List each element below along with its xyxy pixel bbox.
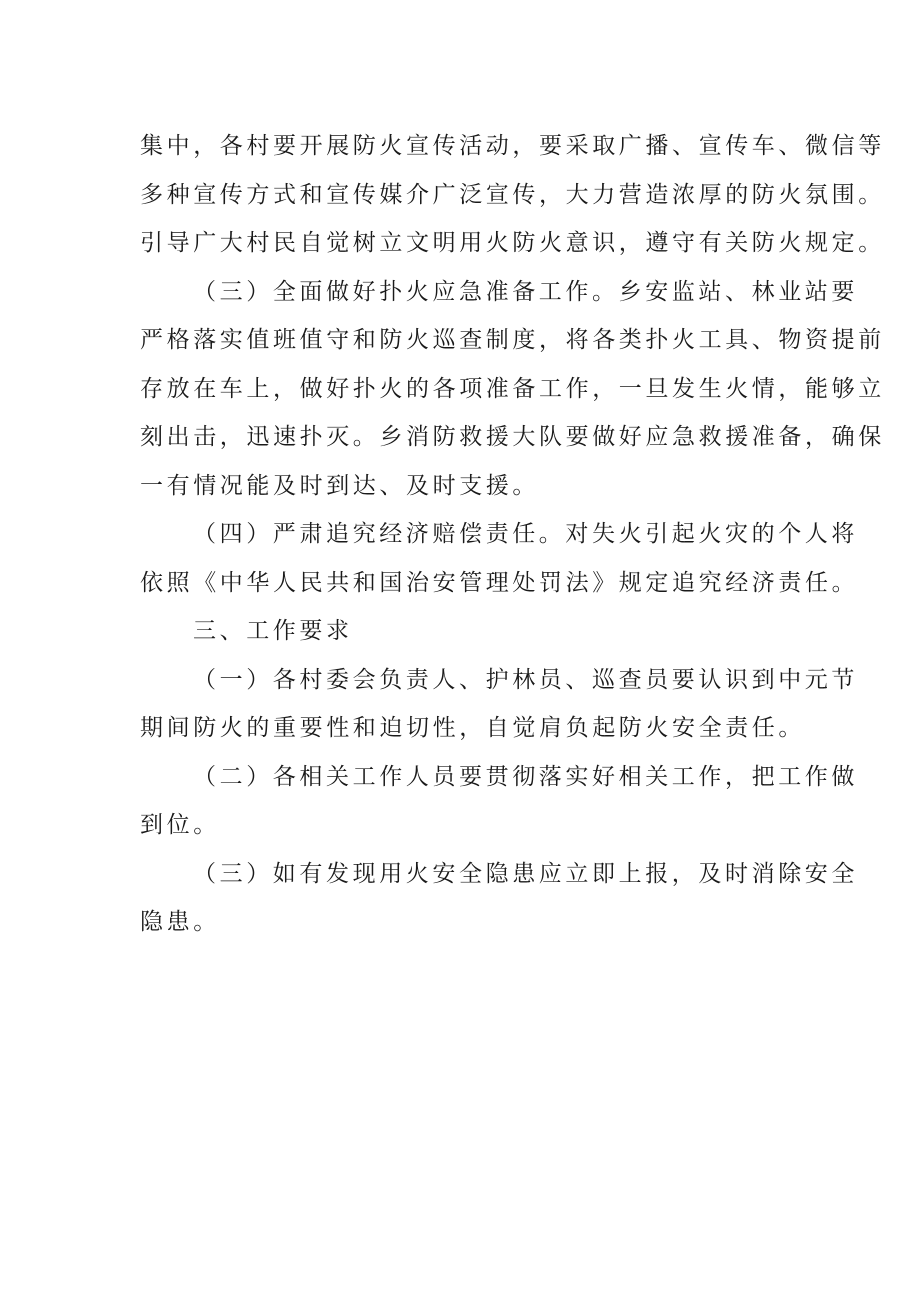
text-line: 严格落实值班值守和防火巡查制度，将各类扑火工具、物资提前 <box>140 327 885 353</box>
paragraph-publicity <box>140 122 885 268</box>
text-line: （三）如有发现用火安全隐患应立即上报，及时消除安全 <box>193 860 858 887</box>
section-heading-work-requirements <box>140 607 790 656</box>
text-line: 集中，各村要开展防火宣传活动，要采取广播、宣传车、微信等 <box>140 133 885 159</box>
text-line: （三）全面做好扑火应急准备工作。乡安监站、林业站要 <box>193 278 858 305</box>
paragraph-requirement-3 <box>140 850 858 947</box>
text-line: 多种宣传方式和宣传媒介广泛宣传，大力营造浓厚的防火氛围。 <box>140 181 885 208</box>
document-body <box>140 122 885 947</box>
text-line: 期间防火的重要性和迫切性，自觉肩负起防火安全责任。 <box>140 715 805 741</box>
text-line: 引导广大村民自觉树立文明用火防火意识，遵守有关防火规定。 <box>140 230 885 256</box>
text-line: 三、工作要求 <box>193 618 353 644</box>
text-line: 存放在车上，做好扑火的各项准备工作，一旦发生火情，能够立 <box>140 375 885 402</box>
text-line: （四）严肃追究经济赔偿责任。对失火引起火灾的个人将 <box>193 521 858 547</box>
paragraph-requirement-2 <box>140 753 858 850</box>
paragraph-liability <box>140 510 859 607</box>
text-line: 刻出击，迅速扑灭。乡消防救援大队要做好应急救援准备，确保 <box>140 424 885 450</box>
text-line: 一有情况能及时到达、及时支援。 <box>140 472 539 499</box>
text-line: （一）各村委会负责人、护林员、巡查员要认识到中元节 <box>193 666 858 693</box>
text-line: （二）各相关工作人员要贯彻落实好相关工作，把工作做 <box>193 763 858 790</box>
text-line: 依照《中华人民共和国治安管理处罚法》规定追究经济责任。 <box>140 569 859 596</box>
paragraph-emergency-preparation <box>140 268 885 511</box>
text-line: 到位。 <box>140 812 220 838</box>
paragraph-requirement-1 <box>140 656 858 753</box>
text-line: 隐患。 <box>140 909 220 935</box>
